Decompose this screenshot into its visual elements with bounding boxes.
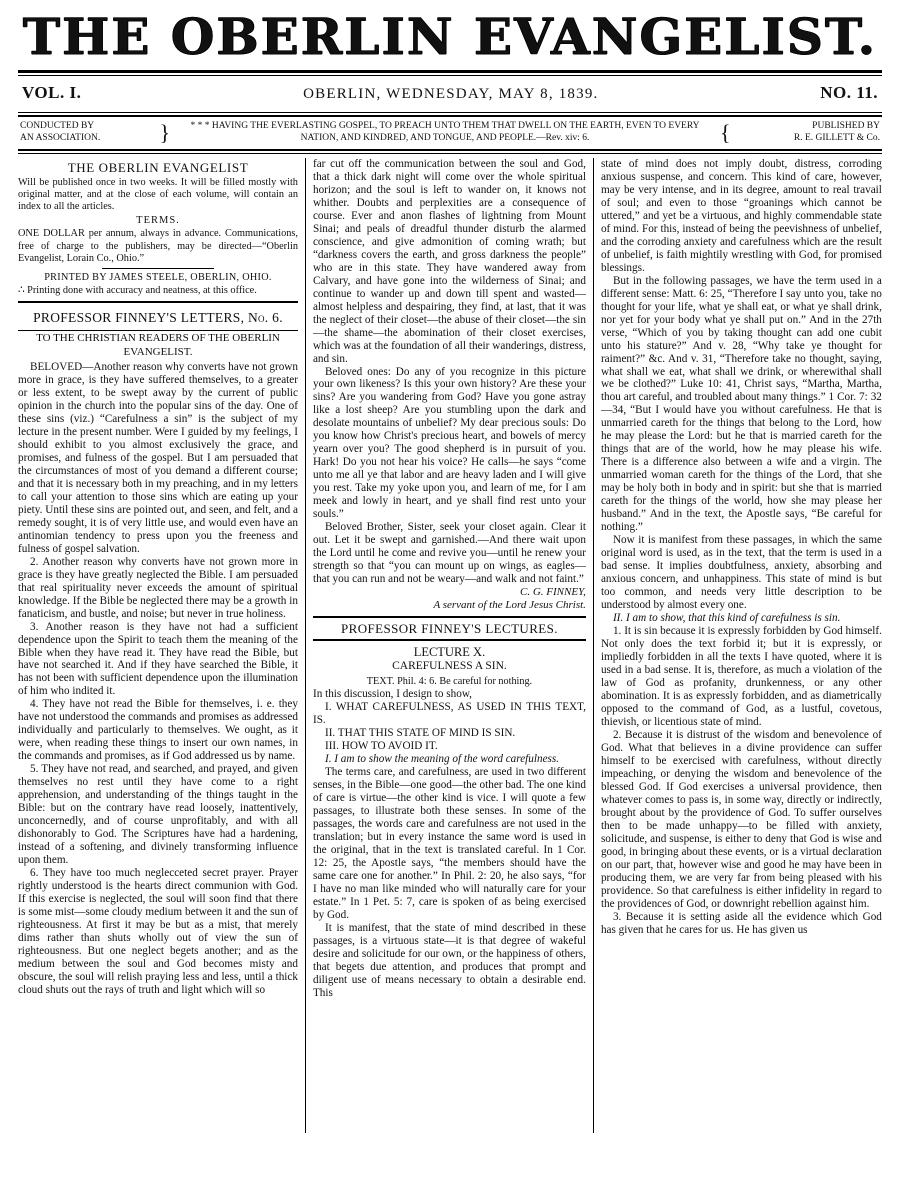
masthead-title: THE OBERLIN EVANGELIST. [22,7,878,66]
column-3 [594,158,882,1133]
published-by-line2: R. E. GILLETT & Co. [793,132,880,143]
col2-paragraph-1: far cut off the communication between the soul and God, that a thick dark night will come over the whole spiritual horizon; and the soul is left to wander on, it knows not whither. Doubts and perplexities are a consequence of course. Ever and anon flashes of lightning from Mount Sinai; and peals of dreadful thunder disturb the alarmed conscience, and give admonition of coming wrath; but “darkness covers the earth, and gross darkness the people” who are in this state. They have wandered away from Calvary, and have gone into the wilderness of Sinai; and continue to wander up and down till spent and wasted—almost helpless and despairing, they find, at last, that it was the neglect of their closet—the abuse of their closet—the sin—the shame—the abomination of their closet exercises, which was at the foundation of all their wanderings, distress, and sin. [312,157,586,365]
lecture-intro: In this discussion, I design to show, [312,687,472,700]
col1-paragraph-6: 6. They have too much neglecceted secret prayer. Prayer rightly understood is the hearts direct communion with God. If this exercise is neglected, the soul will soon find that there is some mist—some cloudy medium between it and the sun of righteousness. At first it may be but as a mist, that merely dims rather than shuts wholly out of view the sun of righteousness. But one neglect begets another; and as the medium between the soul and God becomes misty and obscure, the soul will relish praying less and less, until a thick cloud shuts out the rays of truth and light which will so [18,867,298,997]
col1-paragraph-5: 5. They have not read, and searched, and prayed, and given themselves no rest until they have come to a right apprehension, and understanding of the things taught in the Bible: but on the contrary have read loosely, inattentively, unconcernedly, and of course unprofitably, and with all dishonorably to God. The Scriptures have had a hardening, instead of a softening, and divinely transforming influence upon them. [18,763,298,867]
conducted-by-line1: CONDUCTED BY [20,121,95,131]
credits-rule-thin [18,153,882,154]
brace-right-icon: { [720,120,731,146]
printer-line: PRINTED BY JAMES STEELE, OBERLIN, OHIO. [44,271,272,283]
credits-rule-thick [18,149,882,151]
lecture-title: CAREFULNESS A SIN. [392,660,507,673]
publication-blurb: Will be published once in two weeks. It will be filled mostly with original matter, and at the close of each volume, will contain an index to all the articles. [18,176,298,213]
col3-paragraph-6: 3. Because it is setting aside all the evidence which God has given that he cares for us. He has given us [600,910,882,936]
published-by-block [720,121,880,145]
published-by-line1: PUBLISHED BY [812,121,880,131]
printing-note: ∴ Printing done with accuracy and neatness, at this office. [18,284,257,296]
col3-paragraph-1: state of mind does not imply doubt, distress, corroding anxious suspense, and concern. This kind of care, however, may be very intense, and in its degree, amount to real travail of soul; and even to those “groanings which cannot be uttered,” and yet be a virtuous, and highly commendable state of mind. For this, instead of being the peevishness of unbelief, and the corroding anxiety and carefulness which are the result of unbelief, is faith mightily wrestling with God, for promised blessings. [600,157,882,274]
col2-paragraph-2: Beloved ones: Do any of you recognize in this picture your own likeness? Is this your own history? Are these your sins? Are you wandering from God? Have you gone astray like a lost sheep? Are you stumbling upon the dark and desolate mountains of unbelief? My dear precious souls: Do you know how Christ's precious heart, and bowels of mercy yearn over you? The good shepherd is in pursuit of you. Hark! Do you not hear his voice? He calls—he says “come unto me all ye that labor and are heavy laden and I will give you rest. Take my yoke upon you, and learn of me, for I am meek and lowly in heart, and ye shall find rest unto your souls.” [312,365,586,521]
lecture-point-3: III. HOW TO AVOID IT. [324,739,438,752]
lecture-roman-2: II. I am to show, that this kind of carefulness is sin. [612,612,841,625]
masthead-rule [18,70,882,73]
volume-number: VOL. I. [22,83,82,102]
terms-label: TERMS. [136,215,180,227]
place-and-date: OBERLIN, WEDNESDAY, MAY 8, 1839. [303,86,599,102]
motto-block [170,121,720,145]
letter-address-line1: TO THE CHRISTIAN READERS OF THE OBERLIN [36,332,280,345]
credits-bar [18,117,882,149]
divider-full [18,301,298,303]
terms-text: ONE DOLLAR per annum, always in advance. Communications, free of charge to the publishers, may be directed—“Oberlin Evangelist, Lorain Co., Ohio.” [18,228,298,264]
section-head-lectures: PROFESSOR FINNEY'S LECTURES. [313,616,586,641]
conducted-by-line2: AN ASSOCIATION. [20,132,101,143]
col2-paragraph-3: Beloved Brother, Sister, seek your closet again. Clear it out. Let it be swept and garnished.—And there wait upon the Lord until he come and revive you—until he renew your strength so that “you can mount up on wings, as eagles—that you can run and not be weary—and walk and not faint.” [312,521,586,586]
letter-signature-title: A servant of the Lord Jesus Christ. [433,598,586,611]
conducted-by-block [20,121,170,145]
col2-paragraph-5: It is manifest, that the state of mind described in these passages, is a virtuous state—it is that degree of wakeful desire and solicitude for our own, or the happiness of others, that begets due attention, and produces that prompt and diligent use of means necessary to obtain a desirable end. This [312,921,586,999]
col3-paragraph-3: Now it is manifest from these passages, in which the same original word is used, as in the text, that the term is used in a bad sense. It implies doubtfulness, anxiety, absorbing and anxious concern, and unhappiness. This state of mind is but too common, and needs very little description to be understood by almost every one. [600,534,882,612]
motto-line1: * * * HAVING THE EVERLASTING GOSPEL, TO PREACH UNTO THEM THAT DWELL ON THE EARTH, EVEN TO EVERY [190,121,700,131]
lecture-roman-1: I. I am to show the meaning of the word carefulness. [324,752,560,765]
col3-paragraph-5: 2. Because it is distrust of the wisdom and benevolence of God. What that believes in a divine providence can suffer himself to be exercised with carefulness, without directly impeaching, or denying the wisdom and benevolence of the blessed God. If God exercises a universal providence, then whatever comes to pass is, in some way, directly or indirectly, brought about by the providence of God. To suffer ourselves then to be made unhappy—to be filled with anxiety, solicitude, and suspense, is either to deny that God is wise and good, in bringing about these events, or is a virtual declaration on our part, that, however wise and good he may have been in producing them, we are very far from being pleased with his providence. So that carefulness is either infidelity in regard to the providences of God, or downright rebellion against him. [600,729,882,910]
letter-address-line2: EVANGELIST. [123,345,193,358]
col3-paragraph-2: But in the following passages, we have the term used in a different sense: Matt. 6: 25, “Therefore I say unto you, take no thought for your life, what ye shall eat, or what ye shall drink, nor yet for your body what ye shall put on.” And in the 27th verse, “Which of you by taking thought can add one cubit unto his stature?” And v. 28, “Why take ye thought for raiment?” &c. And v. 31, “Therefore take no thought, saying, what shall we eat, what shall we drink, or wherewithal shall we be clothed?” Luke 10: 41, Christ says, “Martha, Martha, thou art careful, and troubled about many things.” 1 Cor. 7: 32—34, “But I would have you without carefulness. He that is unmarried careth for the things that belong to the Lord, how he may please the Lord: but he that is married careth for the things that are of the world, how he may please his wife. There is a difference also between a wife and a virgin. The unmarried woman careth for the things of the Lord, that she may be holy both in body and in spirit: but she that is married careth for the things of the world, how she may please her husband.” And in the text, the Apostle says, “Be careful for nothing.” [600,274,882,534]
article-columns [18,158,882,1133]
paper-title-head: THE OBERLIN EVANGELIST [67,159,249,175]
lecture-point-1: I. WHAT CAREFULNESS, AS USED IN THIS TEXT, IS. [312,700,586,726]
section-head-letters: PROFESSOR FINNEY'S LETTERS, No. 6. [33,309,283,325]
col2-paragraph-4: The terms care, and carefulness, are used in two different senses, in the Bible—one good—the other bad. The one kind of care is virtue—the other kind is vice. I will quote a few passages, to illustrate both these senses. In some of the passages, the words care and carefulness are not used in the translation; but in every instance the same word is used in the original, that in the text is translated careful. In 1 Cor. 12: 25, the Apostle says, “the members should have the same care one for another.” In Phil. 2: 20, he also says, “for I have no man like minded who will naturally care for your estate.” In 1 Pet. 5: 7, care is spoken of as being exercised by God. [312,765,586,921]
column-2 [306,158,594,1133]
column-1 [18,158,306,1133]
volume-rule-thin [18,112,882,113]
lecture-number: LECTURE X. [413,644,486,659]
volume-line [18,76,882,110]
col1-paragraph-4: 4. They have not read the Bible for themselves, i. e. they have not understood the commands and promises as addressed individually and particularly to themselves. We ought, as it were, when reading these things to insert our own names, in the commands and promises, as if God addressed us by name. [18,698,298,763]
lecture-text-reference: TEXT. Phil. 4: 6. Be careful for nothing. [366,675,533,687]
col1-paragraph-1: BELOVED—Another reason why converts have not grown more in grace, is they have suffered themselves, to a greater or less extent, to be swept away by the current of public opinion in the church into the popular sins of the day. One of these sins (viz.) “Carefulness a sin” is the subject of my lecture in the present number. Were I guided by my feelings, I should exhibit to you almost exclusively the grace, and promises, and fulness of the gospel. But I am persuaded that the circumstances of most of you demand a different course; and that it is necessary both in my preaching, and in my letters to call your attention to those sins which are eating up your piety. Until these sins are pointed out, and seen, and felt, and a remedy sought, it is of very little use, and would even have an antinomian tendency to press upon you the freeness and fulness of gospel salvation. [18,360,298,555]
issue-number: NO. 11. [820,83,878,102]
col1-paragraph-2: 2. Another reason why converts have not grown more in grace is they have greatly neglected the Bible. I am persuaded that real spirituality never exceeds the amount of spiritual knowledge. If the Bible be neglected there may be a growth in fanaticism, and bustle, and noise; but never in true holiness. [18,555,298,620]
divider-short [102,268,214,269]
letter-signature-name: C. G. FINNEY, [520,586,586,599]
col3-paragraph-4: 1. It is sin because it is expressly forbidden by God himself. Not only does the text forbid it; but it is expressly, or impliedly forbidden in all the texts I have quoted, where it is used in a bad sense. It is, therefore, as much a violation of the law of God as profanity, drunkenness, or any other abomination. It is as expressly forbidden, and as diametrically opposed to the command of God, as a lustful, covetous, thievish, or licentious state of mind. [600,625,882,729]
col1-paragraph-3: 3. Another reason is they have not had a sufficient dependence upon the Spirit to teach them the meaning of the Bible when they have read it. They have read the Bible, but have not searched it. And if they have searched the Bible, it has not been with sufficient dependence upon the illumination of him who indited it. [18,620,298,698]
lecture-point-2: II. THAT THIS STATE OF MIND IS SIN. [324,726,516,739]
motto-line2: NATION, AND KINDRED, AND TONGUE, AND PEOPLE.—Rev. xiv: 6. [300,132,590,143]
brace-left-icon: } [159,120,170,146]
section-rule [18,330,298,331]
